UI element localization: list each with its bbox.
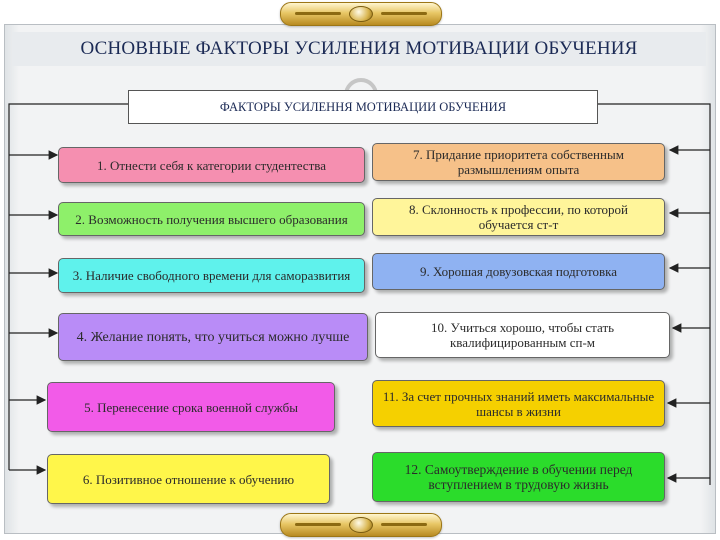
factor-box-7	[372, 143, 665, 181]
factor-label-11: 11. За счет прочных знаний иметь максимальные шансы в жизни	[382, 388, 655, 419]
subtitle-box	[128, 90, 598, 124]
factor-box-11	[372, 380, 665, 427]
bottom-ornament	[280, 513, 442, 537]
factor-label-5: 5. Перенесение срока военной службы	[84, 399, 298, 415]
factor-label-9: 9. Хорошая довузовская подготовка	[420, 264, 617, 279]
factor-label-7: 7. Придание приоритета собственным размышлениям опыта	[413, 147, 624, 177]
factor-box-3	[58, 258, 365, 293]
factor-box-8	[372, 198, 665, 236]
factor-label-3: 3. Наличие свободного времени для саморазвития	[72, 268, 351, 283]
factor-box-2	[58, 202, 365, 236]
page-title: ОСНОВНЫЕ ФАКТОРЫ УСИЛЕНИЯ МОТИВАЦИИ ОБУЧЕНИЯ	[12, 32, 706, 66]
subtitle-text: ФАКТОРЫ УСИЛЕННЯ МОТИВАЦИИ ОБУЧЕНИЯ	[219, 99, 507, 114]
factor-label-10: 10. Учиться хорошо, чтобы стать квалифицированным сп-м	[430, 320, 615, 350]
factor-label-4: 4. Желание понять, что учиться можно лучше	[76, 329, 350, 345]
factor-label-2: 2. Возможность получения высшего образования	[75, 211, 348, 227]
factor-box-6	[47, 454, 330, 504]
factor-box-9	[372, 253, 665, 290]
factor-box-5	[47, 382, 335, 432]
factor-box-10	[375, 312, 670, 358]
factor-label-1: 1. Отнести себя к категории студентества	[96, 157, 326, 173]
factor-label-6: 6. Позитивное отношение к обучению	[82, 471, 295, 487]
factor-label-8: 8. Склонность к профессии, по которой обучается ст-т	[409, 202, 628, 232]
factor-box-4	[58, 313, 368, 361]
factor-box-1	[58, 147, 365, 183]
factor-label-12: 12. Самоутверждение в обучении перед вступлением в трудовую жизнь	[404, 462, 633, 492]
factor-box-12	[372, 452, 665, 502]
